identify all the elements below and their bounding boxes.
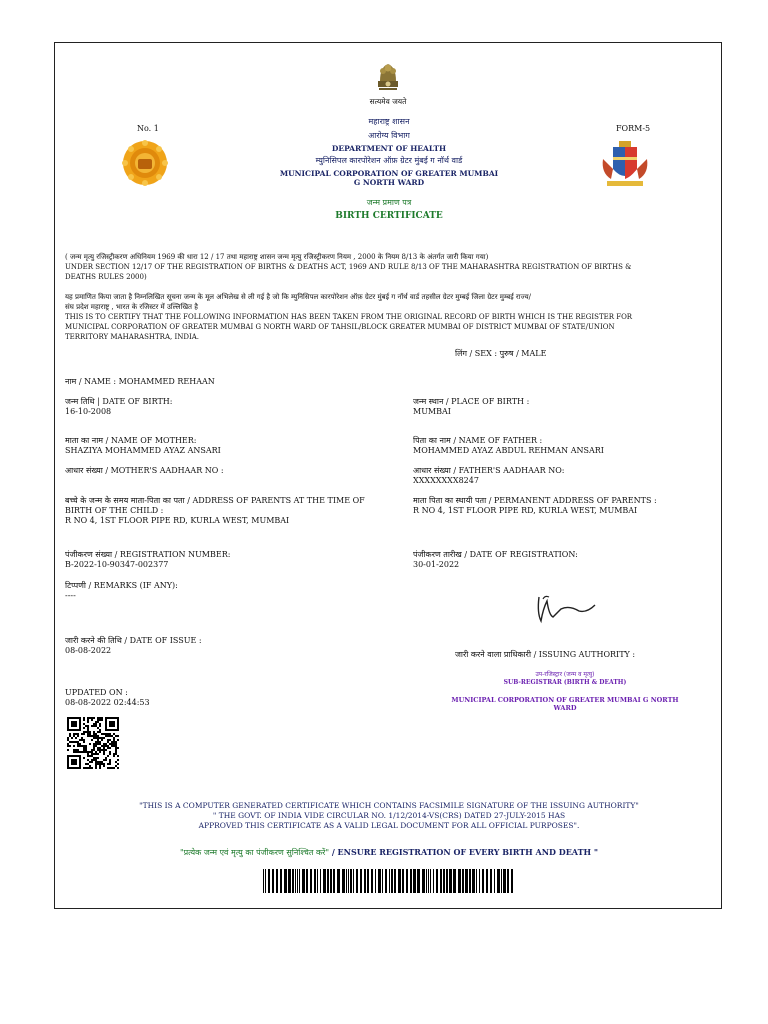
father-value: MOHAMMED AYAZ ABDUL REHMAN ANSARI [413,446,604,455]
national-emblem-icon [370,59,406,95]
page-title: BIRTH CERTIFICATE [335,211,443,221]
form-number: FORM-5 [616,124,651,133]
legal-english-3: THIS IS TO CERTIFY THAT THE FOLLOWING INFORMATION HAS BEEN TAKEN FROM THE ORIGINAL RECORD OF BIRTH WHICH IS THE REGISTER FOR [65,313,633,321]
addr-birth-label-2: BIRTH OF THE CHILD : [65,506,164,515]
barcode-icon [263,869,513,893]
gov-marathi: महाराष्ट्र शासन [368,117,410,126]
reg-no-value: B-2022-10-90347-002377 [65,560,169,569]
father-label: पिता का नाम / NAME OF FATHER : [413,436,543,445]
footer-note-2: " THE GOVT. OF INDIA VIDE CIRCULAR NO. 1/12/2014-VS(CRS) DATED 27-JULY-2015 HAS [212,811,566,820]
sex-field: लिंग / SEX : पुरुष / MALE [455,349,547,358]
addr-birth-label: बच्चे के जन्म के समय माता-पिता का पता / ADDRESS OF PARENTS AT THE TIME OF [65,496,365,505]
legal-marathi-1: ( जन्म मृत्यु रजिस्ट्रीकरण अधिनियम 1969 की धारा 12 / 17 तथा महाराष्ट्र शासन जन्म मृत्यु रजिस्ट्रीकरण नियम , 2000 के नियम 8/13 के अंतर्गत जारी किया गया) [65,253,489,261]
legal-english-4: MUNICIPAL CORPORATION OF GREATER MUMBAI G NORTH WARD OF TAHSIL/BLOCK GREATER MUMBAI OF DISTRICT MUMBAI OF STATE/UNION [65,323,615,331]
dob-label: जन्म तिथि | DATE OF BIRTH: [65,397,173,406]
corp-ward: G NORTH WARD [353,178,425,187]
reg-no-label: पंजीकरण संख्या / REGISTRATION NUMBER: [65,550,231,559]
remarks-value: ---- [65,591,76,600]
footer-note-3: APPROVED THIS CERTIFICATE AS A VALID LEGAL DOCUMENT FOR ALL OFFICIAL PURPOSES". [198,821,580,830]
issue-label: जारी करने की तिथि / DATE OF ISSUE : [65,636,202,645]
mother-label: माता का नाम / NAME OF MOTHER: [65,436,197,445]
mcgm-crest-icon [599,139,651,189]
addr-birth-value: R NO 4, 1ST FLOOR PIPE RD, KURLA WEST, MUMBAI [65,516,290,525]
name-field: नाम / NAME : MOHAMMED REHAAN [65,377,215,386]
reg-date-label: पंजीकरण तारीख / DATE OF REGISTRATION: [413,550,578,559]
legal-marathi-3: संघ प्रदेश महाराष्ट्र , भारत के रजिस्टर में उल्लिखित है [65,303,198,311]
reg-date-value: 30-01-2022 [413,560,460,569]
legal-english-5: TERRITORY MAHARASHTRA, INDIA. [65,333,199,341]
authority-line-2: SUB-REGISTRAR (BIRTH & DEATH) [503,679,627,686]
updated-value: 08-08-2022 02:44:53 [65,698,150,707]
footer-note-1: "THIS IS A COMPUTER GENERATED CERTIFICATE WHICH CONTAINS FACSIMILE SIGNATURE OF THE ISSUING AUTHORITY" [139,801,639,810]
title-marathi: जन्म प्रमाण पत्र [366,198,412,207]
certificate-number: No. 1 [137,124,159,133]
remarks-label: टिप्पणी / REMARKS (IF ANY): [65,581,178,590]
pob-label: जन्म स्थान / PLACE OF BIRTH : [413,397,530,406]
dept-english: DEPARTMENT OF HEALTH [331,144,447,153]
certificate-frame [54,42,722,909]
issue-value: 08-08-2022 [65,646,112,655]
father-aadhaar-value: XXXXXXXX8247 [413,476,479,485]
maharashtra-seal-icon [121,139,169,187]
dob-value: 16-10-2008 [65,407,112,416]
dept-marathi: आरोग्य विभाग [368,131,410,140]
authority-line-4: WARD [553,704,577,712]
emblem-motto: सत्यमेव जयते [369,97,407,106]
slogan-marathi: "प्रत्येक जन्म एवं मृत्यु का पंजीकरण सुनिश्चित करें" [179,848,330,857]
authority-label: जारी करने वाला प्राधिकारी / ISSUING AUTHORITY : [455,650,636,659]
legal-marathi-2: यह प्रमाणित किया जाता है निम्नलिखित सूचना जन्म के मूल अभिलेख से ली गई है जो कि म्युनिसिपल कारपोरेशन ऑफ़ ग्रेटर मुंबई ग नॉर्थ वार्ड तहसील ग्रेटर मुम्बई जिला ग्रेटर मुम्बई राज्य/ [65,293,532,301]
pob-value: MUMBAI [413,407,451,416]
footer-slogan [55,847,723,858]
addr-perm-value: R NO 4, 1ST FLOOR PIPE RD, KURLA WEST, MUMBAI [413,506,638,515]
qr-code-icon [67,717,119,769]
father-aadhaar-label: आधार संख्या / FATHER'S AADHAAR NO: [413,466,565,475]
slogan-english: / ENSURE REGISTRATION OF EVERY BIRTH AND DEATH " [329,847,599,857]
legal-english-1: UNDER SECTION 12/17 OF THE REGISTRATION OF BIRTHS & DEATHS ACT, 1969 AND RULE 8/13 OF THE MAHARASHTRA REGISTRATION OF BIRTHS & [65,263,632,271]
mother-value: SHAZIYA MOHAMMED AYAZ ANSARI [65,446,221,455]
authority-line-1: उप-रजिस्ट्रार (जन्म व मृत्यु) [535,671,595,678]
mother-aadhaar-label: आधार संख्या / MOTHER'S AADHAAR NO : [65,466,224,475]
addr-perm-label: माता पिता का स्थायी पता / PERMANENT ADDRESS OF PARENTS : [413,496,657,505]
corp-english: MUNICIPAL CORPORATION OF GREATER MUMBAI [279,169,499,178]
signature-icon [531,591,601,627]
authority-line-3: MUNICIPAL CORPORATION OF GREATER MUMBAI G NORTH [451,696,679,704]
corp-marathi: म्युनिसिपल कारपोरेशन ऑफ़ ग्रेटर मुंबई ग नॉर्थ वार्ड [315,156,463,165]
legal-english-2: DEATHS RULES 2000) [65,273,147,281]
updated-label: UPDATED ON : [65,688,128,697]
